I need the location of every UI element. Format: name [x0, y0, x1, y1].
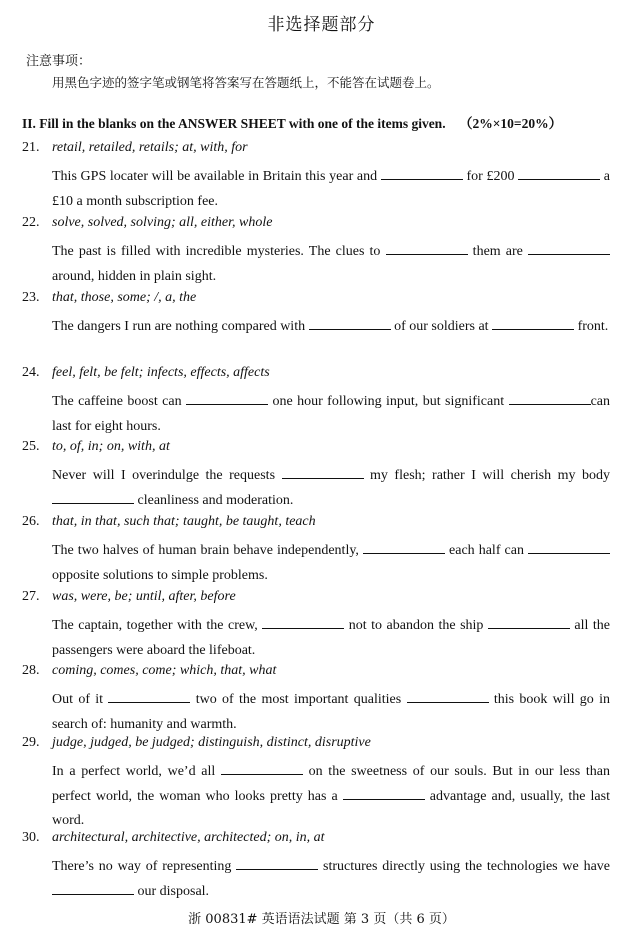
answer-blank [518, 167, 600, 180]
question-text: There’s no way of representing structures directly using the technologies we have our disposal. [52, 859, 610, 899]
question-options: retail, retailed, retails; at, with, for [52, 140, 248, 155]
section-heading [22, 112, 562, 132]
question-text: The captain, together with the crew, not to abandon the ship all the passengers were aboard the lifeboat. [52, 618, 610, 658]
answer-blank [108, 690, 190, 703]
question-number: 24. [22, 365, 40, 380]
notice-body: 用黑色字迹的签字笔或钢笔将答案写在答题纸上，不能答在试题卷上。 [52, 75, 440, 90]
answer-blank [343, 787, 425, 800]
section-score: （2%×10=20%） [458, 116, 563, 131]
question-text: Never will I overindulge the requests my flesh; rather I will cherish my body cleanliness and moderation. [52, 468, 610, 508]
answer-blank [488, 616, 570, 629]
section-instruction: II. Fill in the blanks on the ANSWER SHEET with one of the items given. [22, 116, 446, 131]
page-footer: 浙 00831# 英语语法试题 第 3 页（共 6 页） [188, 912, 455, 927]
question-options: feel, felt, be felt; infects, effects, affects [52, 365, 270, 380]
question-number: 27. [22, 589, 40, 604]
answer-blank [186, 392, 268, 405]
answer-blank [492, 317, 574, 330]
answer-blank [407, 690, 489, 703]
answer-blank [52, 491, 134, 504]
answer-blank [528, 242, 610, 255]
question-number: 29. [22, 735, 40, 750]
answer-blank [221, 762, 303, 775]
answer-blank [509, 392, 591, 405]
answer-blank [386, 242, 468, 255]
answer-blank [528, 541, 610, 554]
question-text: The caffeine boost can one hour following input, but significant can last for eight hours. [52, 394, 610, 434]
page-title: 非选择题部分 [267, 15, 376, 35]
question-text: The dangers I run are nothing compared with of our soldiers at front. [52, 319, 609, 334]
question-text: In a perfect world, we’d all on the sweetness of our souls. But in our less than perfect world, the woman who looks pretty has a advantage and, usually, the last word. [52, 764, 610, 828]
question-options: coming, comes, come; which, that, what [52, 663, 277, 678]
answer-blank [363, 541, 445, 554]
notice-heading: 注意事项： [26, 54, 92, 69]
question-options: that, in that, such that; taught, be taught, teach [52, 514, 316, 529]
question-options: judge, judged, be judged; distinguish, distinct, disruptive [52, 735, 371, 750]
answer-blank [309, 317, 391, 330]
question-number: 26. [22, 514, 40, 529]
question-options: was, were, be; until, after, before [52, 589, 236, 604]
question-number: 25. [22, 439, 40, 454]
question-text: The past is filled with incredible mysteries. The clues to them are around, hidden in plain sight. [52, 240, 610, 289]
question-text: This GPS locater will be available in Britain this year and for £200 a £10 a month subscription fee. [52, 169, 611, 209]
question-options: that, those, some; /, a, the [52, 290, 197, 305]
answer-blank [282, 466, 364, 479]
question-number: 22. [22, 215, 40, 230]
question-text: The two halves of human brain behave independently, each half can opposite solutions to simple problems. [52, 539, 610, 588]
answer-blank [262, 616, 344, 629]
question-number: 30. [22, 830, 40, 845]
question-options: solve, solved, solving; all, either, whole [52, 215, 273, 230]
question-options: architectural, architective, architected; on, in, at [52, 830, 325, 845]
answer-blank [381, 167, 463, 180]
question-number: 21. [22, 140, 40, 155]
answer-blank [236, 857, 318, 870]
question-text: Out of it two of the most important qualities this book will go in search of: humanity and warmth. [52, 692, 610, 732]
question-number: 23. [22, 290, 40, 305]
question-options: to, of, in; on, with, at [52, 439, 170, 454]
question-number: 28. [22, 663, 40, 678]
answer-blank [52, 882, 134, 895]
